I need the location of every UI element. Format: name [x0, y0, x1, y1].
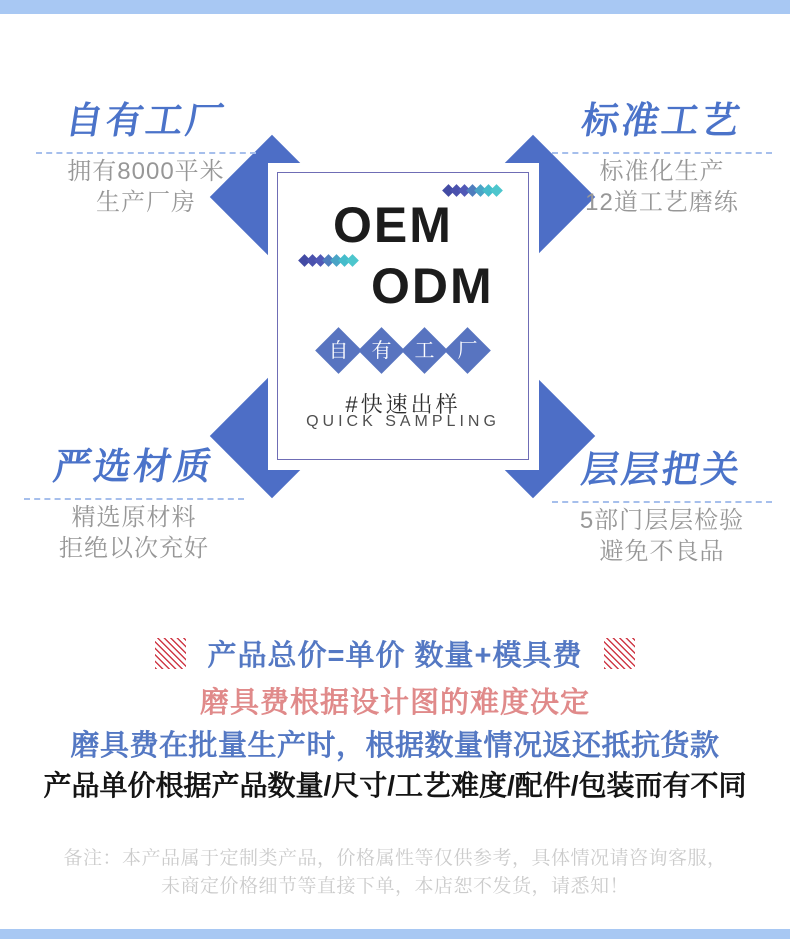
zigzag-decoration-top — [444, 182, 500, 196]
unit-price-note: 产品单价根据产品数量/尺寸/工艺难度/配件/包装而有不同 — [43, 770, 747, 801]
factory-diamond-row — [278, 334, 528, 367]
factory-diamond — [401, 327, 448, 374]
feature-line: 5部门层层检验 — [579, 506, 745, 534]
remark-block — [0, 845, 790, 901]
rebate-note: 磨具费在批量生产时，根据数量情况返还抵抗货款 — [70, 730, 720, 762]
oem-text: OEM — [333, 197, 453, 253]
feature-line: 生产厂房 — [96, 188, 196, 216]
factory-diamond-char: 厂 — [457, 339, 478, 362]
feature-selected-material — [24, 446, 244, 562]
top-band — [0, 0, 790, 14]
factory-diamond-char: 自 — [328, 339, 349, 362]
feature-title-underline — [36, 100, 256, 154]
feature-line: 拥有8000平米 — [67, 157, 225, 185]
mold-fee-note: 磨具费根据设计图的难度决定 — [199, 687, 590, 719]
feature-title-underline — [552, 449, 772, 503]
price-formula-row — [0, 633, 790, 674]
feature-title: 标准工艺 — [578, 100, 746, 141]
factory-diamond — [315, 327, 362, 374]
factory-diamond-char: 工 — [414, 339, 435, 362]
factory-diamond — [444, 327, 491, 374]
feature-quality-control — [552, 449, 772, 565]
bottom-band — [0, 929, 790, 939]
feature-line: 避免不良品 — [599, 537, 725, 565]
feature-title-underline — [24, 446, 244, 500]
feature-standard-craft — [552, 100, 772, 216]
feature-line: 12道工艺磨练 — [585, 188, 739, 216]
zigzag-decoration-mid — [300, 252, 356, 266]
feature-title-underline — [552, 100, 772, 154]
oem-odm-card — [277, 172, 529, 460]
feature-line: 拒绝以次充好 — [59, 534, 209, 562]
price-formula: 产品总价=单价 数量+模具费 — [207, 640, 583, 672]
feature-title: 层层把关 — [578, 449, 746, 490]
hatch-decoration-right — [604, 638, 635, 669]
feature-line: 标准化生产 — [599, 157, 725, 185]
remark-line-1: 备注：本产品属于定制类产品，价格属性等仅供参考，具体情况请咨询客服， — [63, 848, 727, 869]
feature-line: 精选原材料 — [71, 503, 197, 531]
feature-own-factory — [36, 100, 256, 216]
factory-diamond — [358, 327, 405, 374]
feature-title: 严选材质 — [50, 446, 218, 487]
tagline-cn: #快速出样 — [345, 392, 461, 417]
factory-diamond-char: 有 — [371, 339, 392, 362]
hatch-decoration-left — [155, 638, 186, 669]
remark-line-2: 未商定价格细节等直接下单，本店恕不发货，请悉知！ — [160, 876, 629, 897]
feature-title: 自有工厂 — [62, 100, 230, 141]
odm-text: ODM — [371, 258, 494, 314]
tagline-en: QUICK SAMPLING — [306, 413, 500, 430]
